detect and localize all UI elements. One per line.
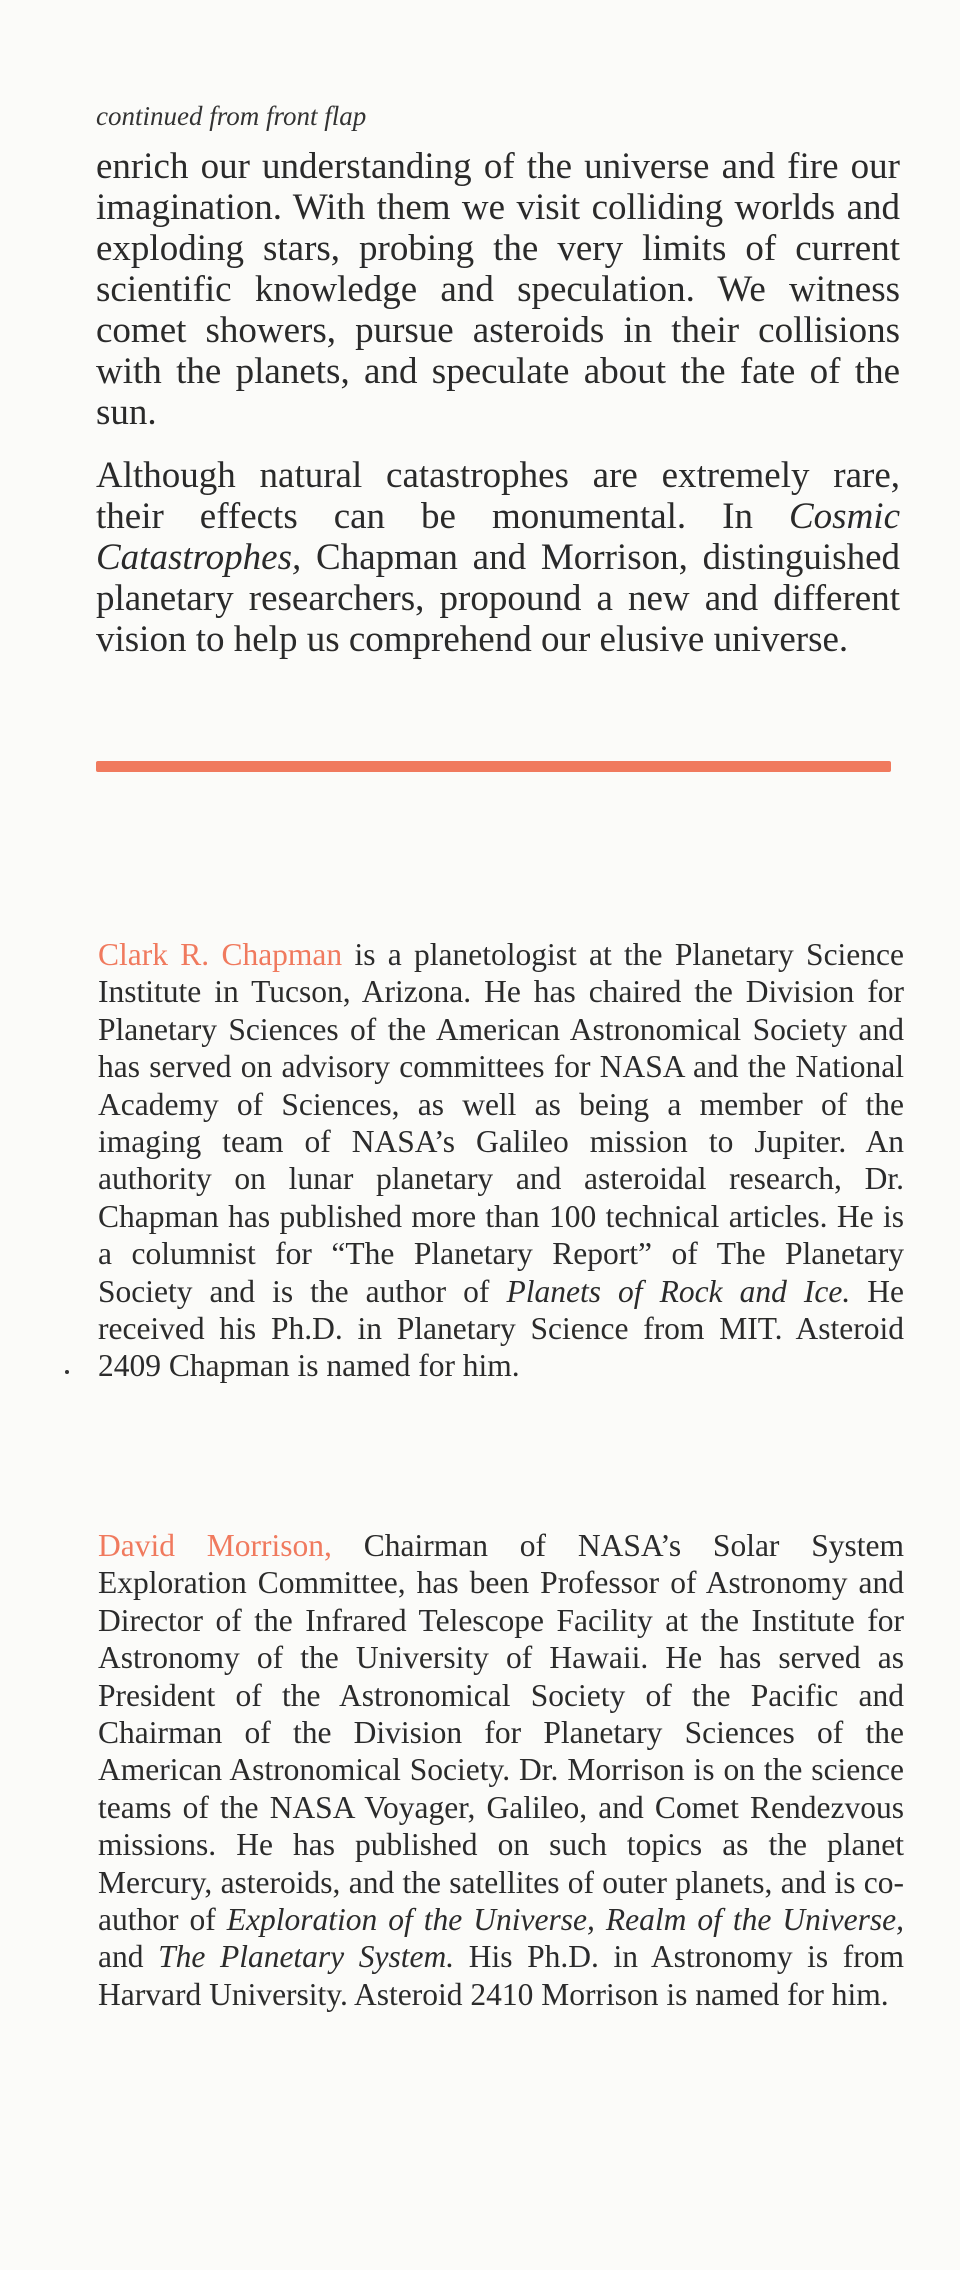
- flap-copy: [96, 100, 900, 682]
- blurb-paragraph-1: enrich our understanding of the universe and fire our imagination. With them we visit colliding worlds and exploding stars, probing the very limits of current scientific knowledge and speculation. We witness comet showers, pursue asteroids in their collisions with the planets, and speculate about the fate of the sun.: [96, 146, 900, 434]
- blurb-paragraph-2: [96, 455, 900, 660]
- book-title-cosmic-catastrophes: Cosmic Catastrophes,: [96, 496, 900, 579]
- morrison-bio-text-1: Chairman of NASA’s Solar System Exploration Committee, has been Professor of Astronomy and Director of the Infrared Telescope Facility at the Institute for Astronomy of the University of Hawaii. He has served as President of the Astronomical Society of the Pacific and Chairman of the Division for Planetary Sciences of the American Astronomical Society. Dr. Morrison is on the science teams of the NASA Voyager, Galileo, and Comet Rendezvous missions. He has published on such topics as the planet Mercury, asteroids, and the satellites of outer planets, and is co-author of: [98, 1528, 904, 1938]
- morrison-and-word: and: [98, 1939, 159, 1975]
- morrison-bio-text-2: His Ph.D. in Astronomy is from Harvard University. Asteroid 2410 Morrison is named for him.: [98, 1939, 905, 2012]
- author-name-morrison: David Morrison,: [98, 1528, 332, 1563]
- continued-note: continued from front flap: [96, 101, 367, 131]
- morrison-bio: [98, 1527, 904, 2013]
- chapman-bio: [98, 936, 904, 1385]
- stray-dot: [65, 1370, 69, 1374]
- chapman-bio-text-2: He received his Ph.D. in Planetary Science from MIT. Asteroid 2409 Chapman is named for him.: [98, 1273, 904, 1384]
- author-name-chapman: Clark R. Chapman: [98, 937, 343, 972]
- blurb-lead: Although natural catastrophes are extremely rare, their effects can be monumental. In: [96, 455, 900, 538]
- chapman-bio-text-1: is a planetologist at the Planetary Science Institute in Tucson, Arizona. He has chaired the Division for Planetary Sciences of the American Astronomical Society and has served on advisory committees for NASA and the National Academy of Sciences, as well as being a member of the imaging team of NASA’s Galileo mission to Jupiter. An authority on lunar planetary and asteroidal research, Dr. Chapman has published more than 100 technical articles. He is a columnist for “The Planetary Report” of The Planetary Society and is the author of: [98, 937, 905, 1309]
- blurb-rest: Chapman and Morrison, distinguished planetary researchers, propound a new and different vision to help us comprehend our elusive universe.: [96, 537, 900, 661]
- book-title-planets-of-rock-and-ice: Planets of Rock and Ice.: [506, 1273, 851, 1309]
- book-title-planetary-system: The Planetary System.: [158, 1939, 455, 1975]
- book-title-exploration-realm: Exploration of the Universe, Realm of the Universe,: [226, 1902, 904, 1938]
- accent-divider: [96, 761, 891, 772]
